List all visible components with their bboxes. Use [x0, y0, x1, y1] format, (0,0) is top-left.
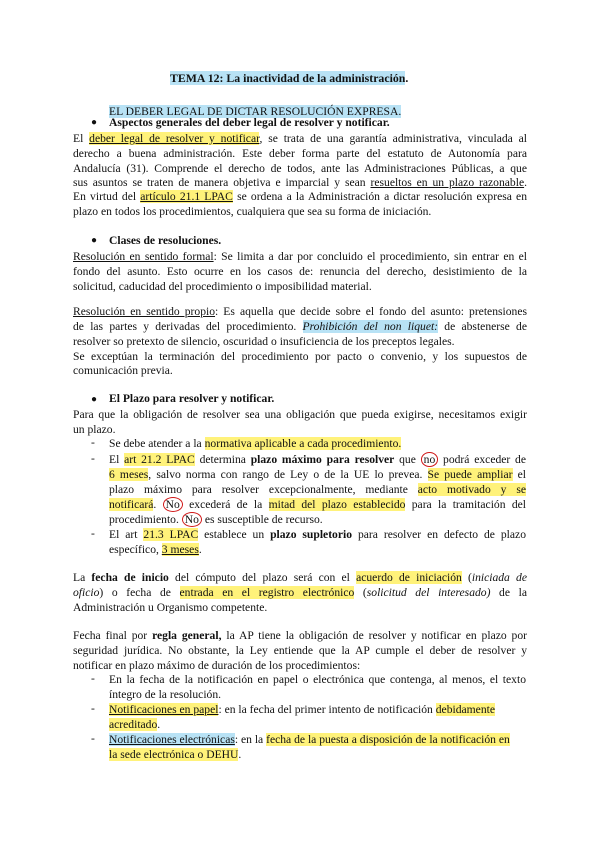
- paragraph-line: Resolución en sentido propio: Es aquella que decide sobre el fondo del asunto: pretensiones: [73, 305, 527, 318]
- list-item-cont: específico, 3 meses.: [109, 543, 202, 556]
- list-item-cont: íntegro de la resolución.: [109, 688, 222, 701]
- circled-word: No: [163, 497, 183, 512]
- list-item-cont: la sede electrónica o DEHU.: [109, 748, 242, 761]
- paragraph-line: notificar en plazo máximo de duración de los procedimientos:: [73, 659, 361, 672]
- dash-marker: -: [91, 672, 95, 685]
- paragraph-line: fondo del asunto. Esto ocurre en los casos de: renuncia del derecho, desistimiento de la: [73, 265, 527, 278]
- paragraph-line: En virtud del artículo 21.1 LPAC se ordena a la Administración a dictar resolución expresa en: [73, 190, 527, 203]
- list-item: El art 21.3 LPAC establece un plazo supletorio para resolver en defecto de plazo: [109, 528, 526, 541]
- list-item: Notificaciones electrónicas: en la fecha de la puesta a disposición de la notificación en: [109, 733, 510, 746]
- paragraph-line: plazo en todos los procedimientos, cualquiera que sea su forma de iniciación.: [73, 205, 432, 218]
- paragraph-line: seguridad jurídica. No obstante, la Ley entiende que la AP cumple el deber de resolver y: [73, 644, 527, 657]
- paragraph-line: Se exceptúan la terminación del procedimiento por pacto o convenio, y los supuestos de: [73, 350, 527, 363]
- list-item: El art 21.2 LPAC determina plazo máximo para resolver que no podrá exceder de: [109, 453, 527, 466]
- circled-word: No: [182, 512, 202, 527]
- list-item: Se debe atender a la normativa aplicable a cada procedimiento.: [109, 437, 402, 450]
- paragraph-line: resolver so pretexto de silencio, oscuridad o insuficiencia de los preceptos legales.: [73, 335, 455, 348]
- list-item-cont: acreditado.: [109, 718, 161, 731]
- list-item: En la fecha de la notificación en papel o electrónica que contenga, al menos, el texto: [109, 673, 526, 686]
- section-heading-main: EL DEBER LEGAL DE DICTAR RESOLUCIÓN EXPRESA.: [109, 105, 402, 118]
- paragraph-line: derecho a buena administración. Este deber forma parte del estatuto de Autonomía para: [73, 147, 527, 160]
- list-item: Notificaciones en papel: en la fecha del primer intento de notificación debidamente: [109, 703, 495, 716]
- circled-word: no: [421, 452, 439, 467]
- paragraph-line: oficio) o fecha de entrada en el registro electrónico (solicitud del interesado) de la: [73, 586, 527, 599]
- list-item-cont: notificará. No excederá de la mitad del plazo establecido para la tramitación del: [109, 498, 526, 511]
- paragraph-line: sus asuntos se traten de manera objetiva e imparcial y sean resueltos en un plazo razonable.: [73, 176, 527, 189]
- list-item-cont: 6 meses, salvo norma con rango de Ley o de la UE lo prevea. Se puede ampliar el: [109, 468, 527, 481]
- paragraph-line: El deber legal de resolver y notificar, se trata de una garantía administrativa, vinculada al: [73, 132, 527, 145]
- bullet-icon: ●: [91, 117, 98, 128]
- list-item-cont: plazo máximo para resolver excepcionalmente, mediante acto motivado y se: [109, 483, 526, 496]
- bullet-icon: ●: [91, 394, 98, 405]
- paragraph-line: Fecha final por regla general, la AP tiene la obligación de resolver y notificar en plazo por: [73, 629, 527, 642]
- paragraph-line: comunicación previa.: [73, 364, 173, 377]
- paragraph-line: un plazo.: [73, 423, 116, 436]
- paragraph-line: de las partes y derivadas del procedimiento. Prohibición del non liquet: de abstenerse de: [73, 320, 527, 333]
- paragraph-line: La fecha de inicio del cómputo del plazo será con el acuerdo de iniciación (iniciada de: [73, 571, 527, 584]
- paragraph-line: Andalucía (31). Comprende el derecho de todos, ante las Administraciones Públicas, a que: [73, 162, 527, 175]
- paragraph-line: Resolución en sentido formal: Se limita a dar por concluido el procedimiento, sin entrar en el: [73, 250, 527, 263]
- dash-marker: -: [91, 452, 95, 465]
- paragraph-line: Administración u Organismo competente.: [73, 601, 268, 614]
- bullet-icon: ●: [91, 235, 98, 246]
- dash-marker: -: [91, 702, 95, 715]
- section-heading-plazo: El Plazo para resolver y notificar.: [109, 392, 275, 405]
- page-title: TEMA 12: La inactividad de la administración.: [170, 71, 409, 85]
- paragraph-line: solicitud, caducidad del procedimiento o imposibilidad material.: [73, 280, 372, 293]
- title-text: TEMA 12: La inactividad de la administración: [170, 71, 406, 85]
- dash-marker: -: [91, 732, 95, 745]
- list-item-cont: procedimiento. No es susceptible de recurso.: [109, 513, 323, 526]
- section-heading-aspectos: Aspectos generales del deber legal de resolver y notificar.: [109, 116, 390, 129]
- paragraph-line: Para que la obligación de resolver sea una obligación que pueda exigirse, necesitamos exigir: [73, 408, 527, 421]
- dash-marker: -: [91, 436, 95, 449]
- section-heading-clases: Clases de resoluciones.: [109, 234, 222, 247]
- dash-marker: -: [91, 527, 95, 540]
